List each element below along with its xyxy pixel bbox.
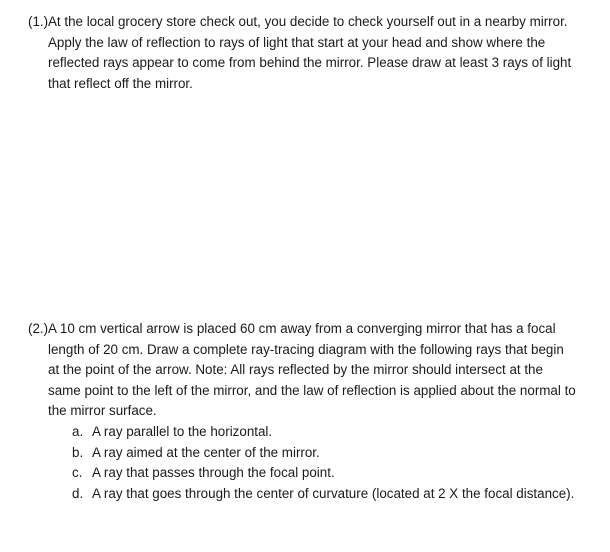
question-1-body (28, 12, 576, 94)
subpart-d-letter: d. (72, 485, 84, 501)
question-2-text: A 10 cm vertical arrow is placed 60 cm away from a converging mirror that has a focal length of 20 cm. Draw a complete ray-tracing diagram with the following rays that begin at the point of the arrow. Note: All rays reflected by the mirror should intersect at the same point to the left of the mirror, and the law of reflection is applied about the normal to the mirror surface. (48, 321, 576, 419)
subpart-b-letter: b. (72, 444, 84, 460)
subpart-d (28, 484, 576, 505)
subpart-b-text: A ray aimed at the center of the mirror. (92, 444, 320, 460)
subpart-a-text: A ray parallel to the horizontal. (92, 423, 273, 439)
subpart-a-letter: a. (72, 423, 84, 439)
subpart-c (28, 463, 576, 484)
question-2-number: (2.) (28, 321, 49, 336)
question-2-subparts (28, 422, 576, 504)
subpart-d-text: A ray that goes through the center of curvature (located at 2 X the focal distance). (92, 485, 575, 501)
question-2 (28, 319, 576, 504)
subpart-c-letter: c. (72, 465, 83, 481)
question-1-text: At the local grocery store check out, you decide to check yourself out in a nearby mirror. Apply the law of reflection to rays of light that start at your head and show where the reflected rays appear to come from behind the mirror. Please draw at least 3 rays of light that reflect off the mirror. (48, 14, 572, 91)
question-1 (28, 12, 576, 94)
question-2-body (28, 319, 576, 422)
question-1-number: (1.) (28, 14, 49, 29)
subpart-c-text: A ray that passes through the focal point. (92, 465, 335, 481)
subpart-a (28, 422, 576, 443)
subpart-b (28, 443, 576, 464)
